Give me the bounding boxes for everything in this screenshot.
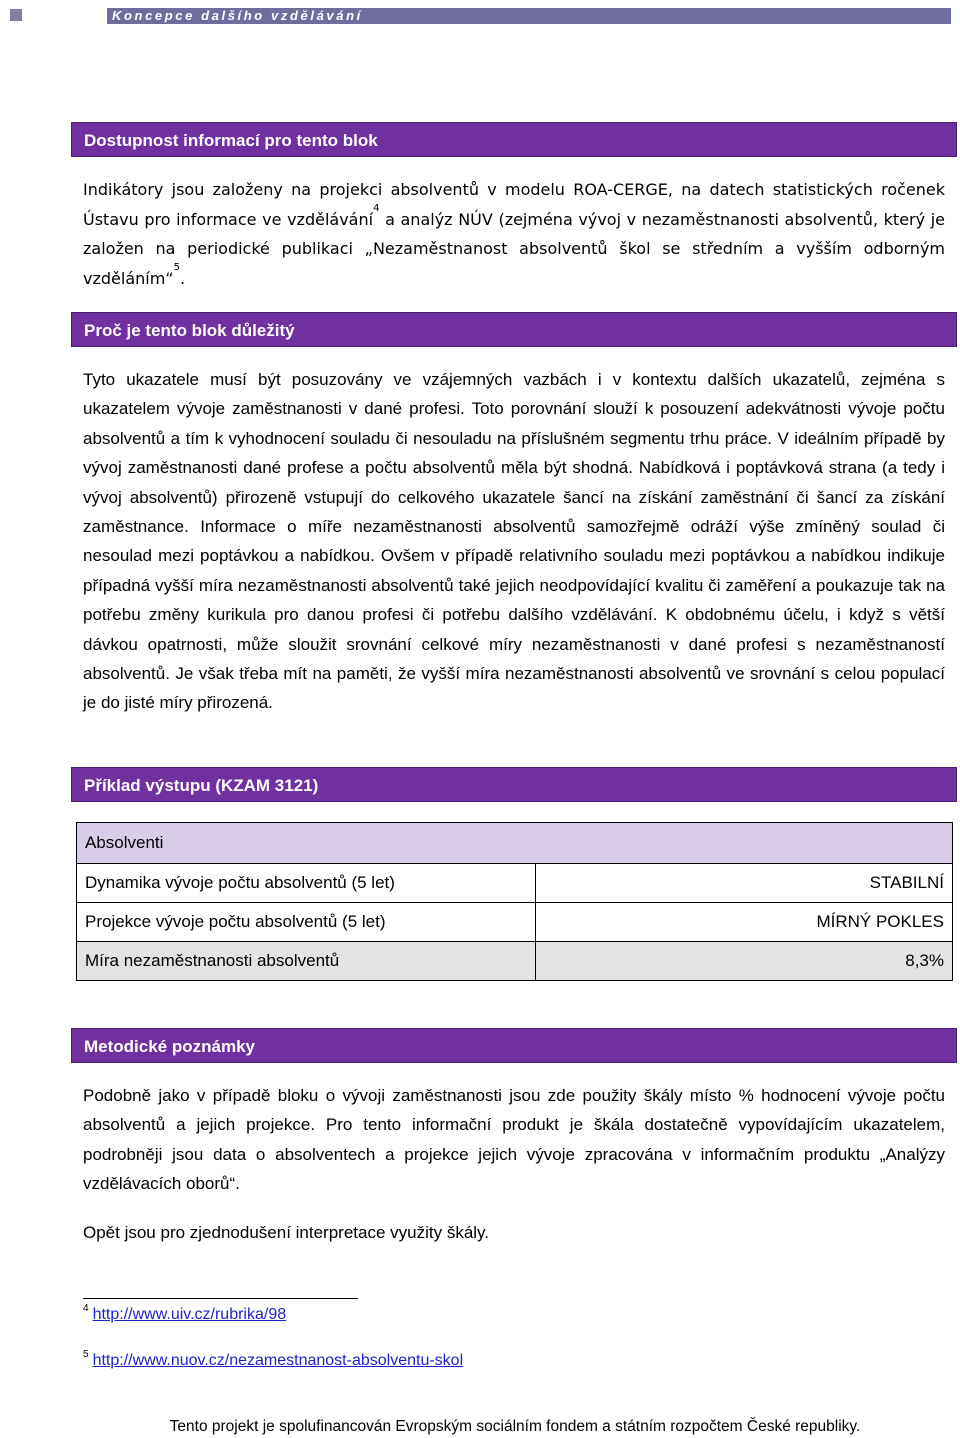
section-heading-metodicke: Metodické poznámky <box>71 1028 957 1063</box>
footnote-number: 4 <box>83 1303 89 1314</box>
header-title: Koncepce dalšího vzdělávání <box>112 8 363 23</box>
table-row <box>77 942 953 981</box>
footnote-number: 5 <box>83 1349 89 1360</box>
section-heading-priklad: Příklad výstupu (KZAM 3121) <box>71 767 957 802</box>
page-footer: Tento projekt je spolufinancován Evropským sociálním fondem a státním rozpočtem České republiky. <box>169 1418 861 1435</box>
footnote-link-nuov[interactable]: http://www.nuov.cz/nezamestnanost-absolventu-skol <box>92 1352 464 1369</box>
section-heading-proc: Proč je tento blok důležitý <box>71 312 957 347</box>
dostupnost-paragraph <box>83 175 945 293</box>
footnote-5 <box>83 1349 464 1370</box>
footnote-ref-5[interactable]: 5 <box>173 261 180 273</box>
footnote-separator <box>83 1298 358 1299</box>
table-title: Absolventi <box>77 823 953 864</box>
page-header <box>107 8 951 24</box>
table-row-label: Dynamika vývoje počtu absolventů (5 let) <box>77 864 536 903</box>
metodicke-paragraph-2: Opět jsou pro zjednodušení interpretace využity škály. <box>83 1223 490 1242</box>
dostupnost-text-c: . <box>179 268 186 288</box>
table-row-value: MÍRNÝ POKLES <box>536 903 953 942</box>
header-square-icon <box>10 9 22 21</box>
table-row-label: Projekce vývoje počtu absolventů (5 let) <box>77 903 536 942</box>
dostupnost-text-a: Indikátory jsou založeny na projekci absolventů v modelu ROA-CERGE, na datech statistických ročenek Ústavu pro informace ve vzdělávání <box>83 180 945 229</box>
table-row-value: 8,3% <box>536 942 953 981</box>
table-row <box>77 864 953 903</box>
table-row-value: STABILNÍ <box>536 864 953 903</box>
metodicke-paragraph: Podobně jako v případě bloku o vývoji zaměstnanosti jsou zde použity škály místo % hodnocení vývoje počtu absolventů a jejich projekce. Pro tento informační produkt je škála dostatečně vypovídajícím ukazatelem, podrobněji jsou data o absolventech a projekce jejich vývoje zpracována v informačním produktu „Analýzy vzdělávacích oborů“. <box>83 1086 945 1194</box>
dostupnost-text-b: a analýz NÚV (zejména vývoj v nezaměstnanosti absolventů, který je založen na periodické publikaci „Nezaměstnanost absolventů škol se středním a vyšším odborným vzděláním“ <box>83 209 946 288</box>
proc-paragraph: Tyto ukazatele musí být posuzovány ve vzájemných vazbách i v kontextu dalších ukazatelů, zejména s ukazatelem vývoje zaměstnanosti v dané profesi. Toto porovnání slouží k posouzení adekvátnosti vývoje počtu absolventů a tím k vyhodnocení souladu či nesouladu na příslušném segmentu trhu práce. V ideálním případě by vývoj zaměstnanosti dané profese a počtu absolventů měla být shodná. Nabídková i poptávková strana (a tedy i vývoj absolventů) přirozeně vstupují do celkového ukazatele šancí na získání zaměstnání či šancí za získání zaměstnance. Informace o míře nezaměstnanosti absolventů samozřejmě odráží výše zmíněný soulad či nesoulad mezi poptávkou a nabídkou. Ovšem v případě relativního souladu mezi poptávkou a nabídkou indikuje případná vyšší míra nezaměstnanosti absolventů také jejich neodpovídající kvalitu či zaměření a poukazuje tak na potřebu změny kurikula pro danou profesi či potřebu dalšího vzdělávání. K obdobnému účelu, i když s větší dávkou opatrnosti, může sloužit srovnání celkové míry nezaměstnanosti v dané profesi s nezaměstnaností absolventů. Je však třeba mít na paměti, že vyšší míra nezaměstnanosti absolventů ve srovnání s celou populací je do jisté míry přirozená. <box>83 370 945 713</box>
footnote-4 <box>83 1303 287 1324</box>
example-output-table <box>76 822 953 981</box>
section-heading-dostupnost: Dostupnost informací pro tento blok <box>71 122 957 157</box>
footnote-link-uiv[interactable]: http://www.uiv.cz/rubrika/98 <box>92 1306 287 1323</box>
footnote-ref-4[interactable]: 4 <box>373 202 380 214</box>
table-row <box>77 903 953 942</box>
table-header-row <box>77 823 953 864</box>
table-row-label: Míra nezaměstnanosti absolventů <box>77 942 536 981</box>
